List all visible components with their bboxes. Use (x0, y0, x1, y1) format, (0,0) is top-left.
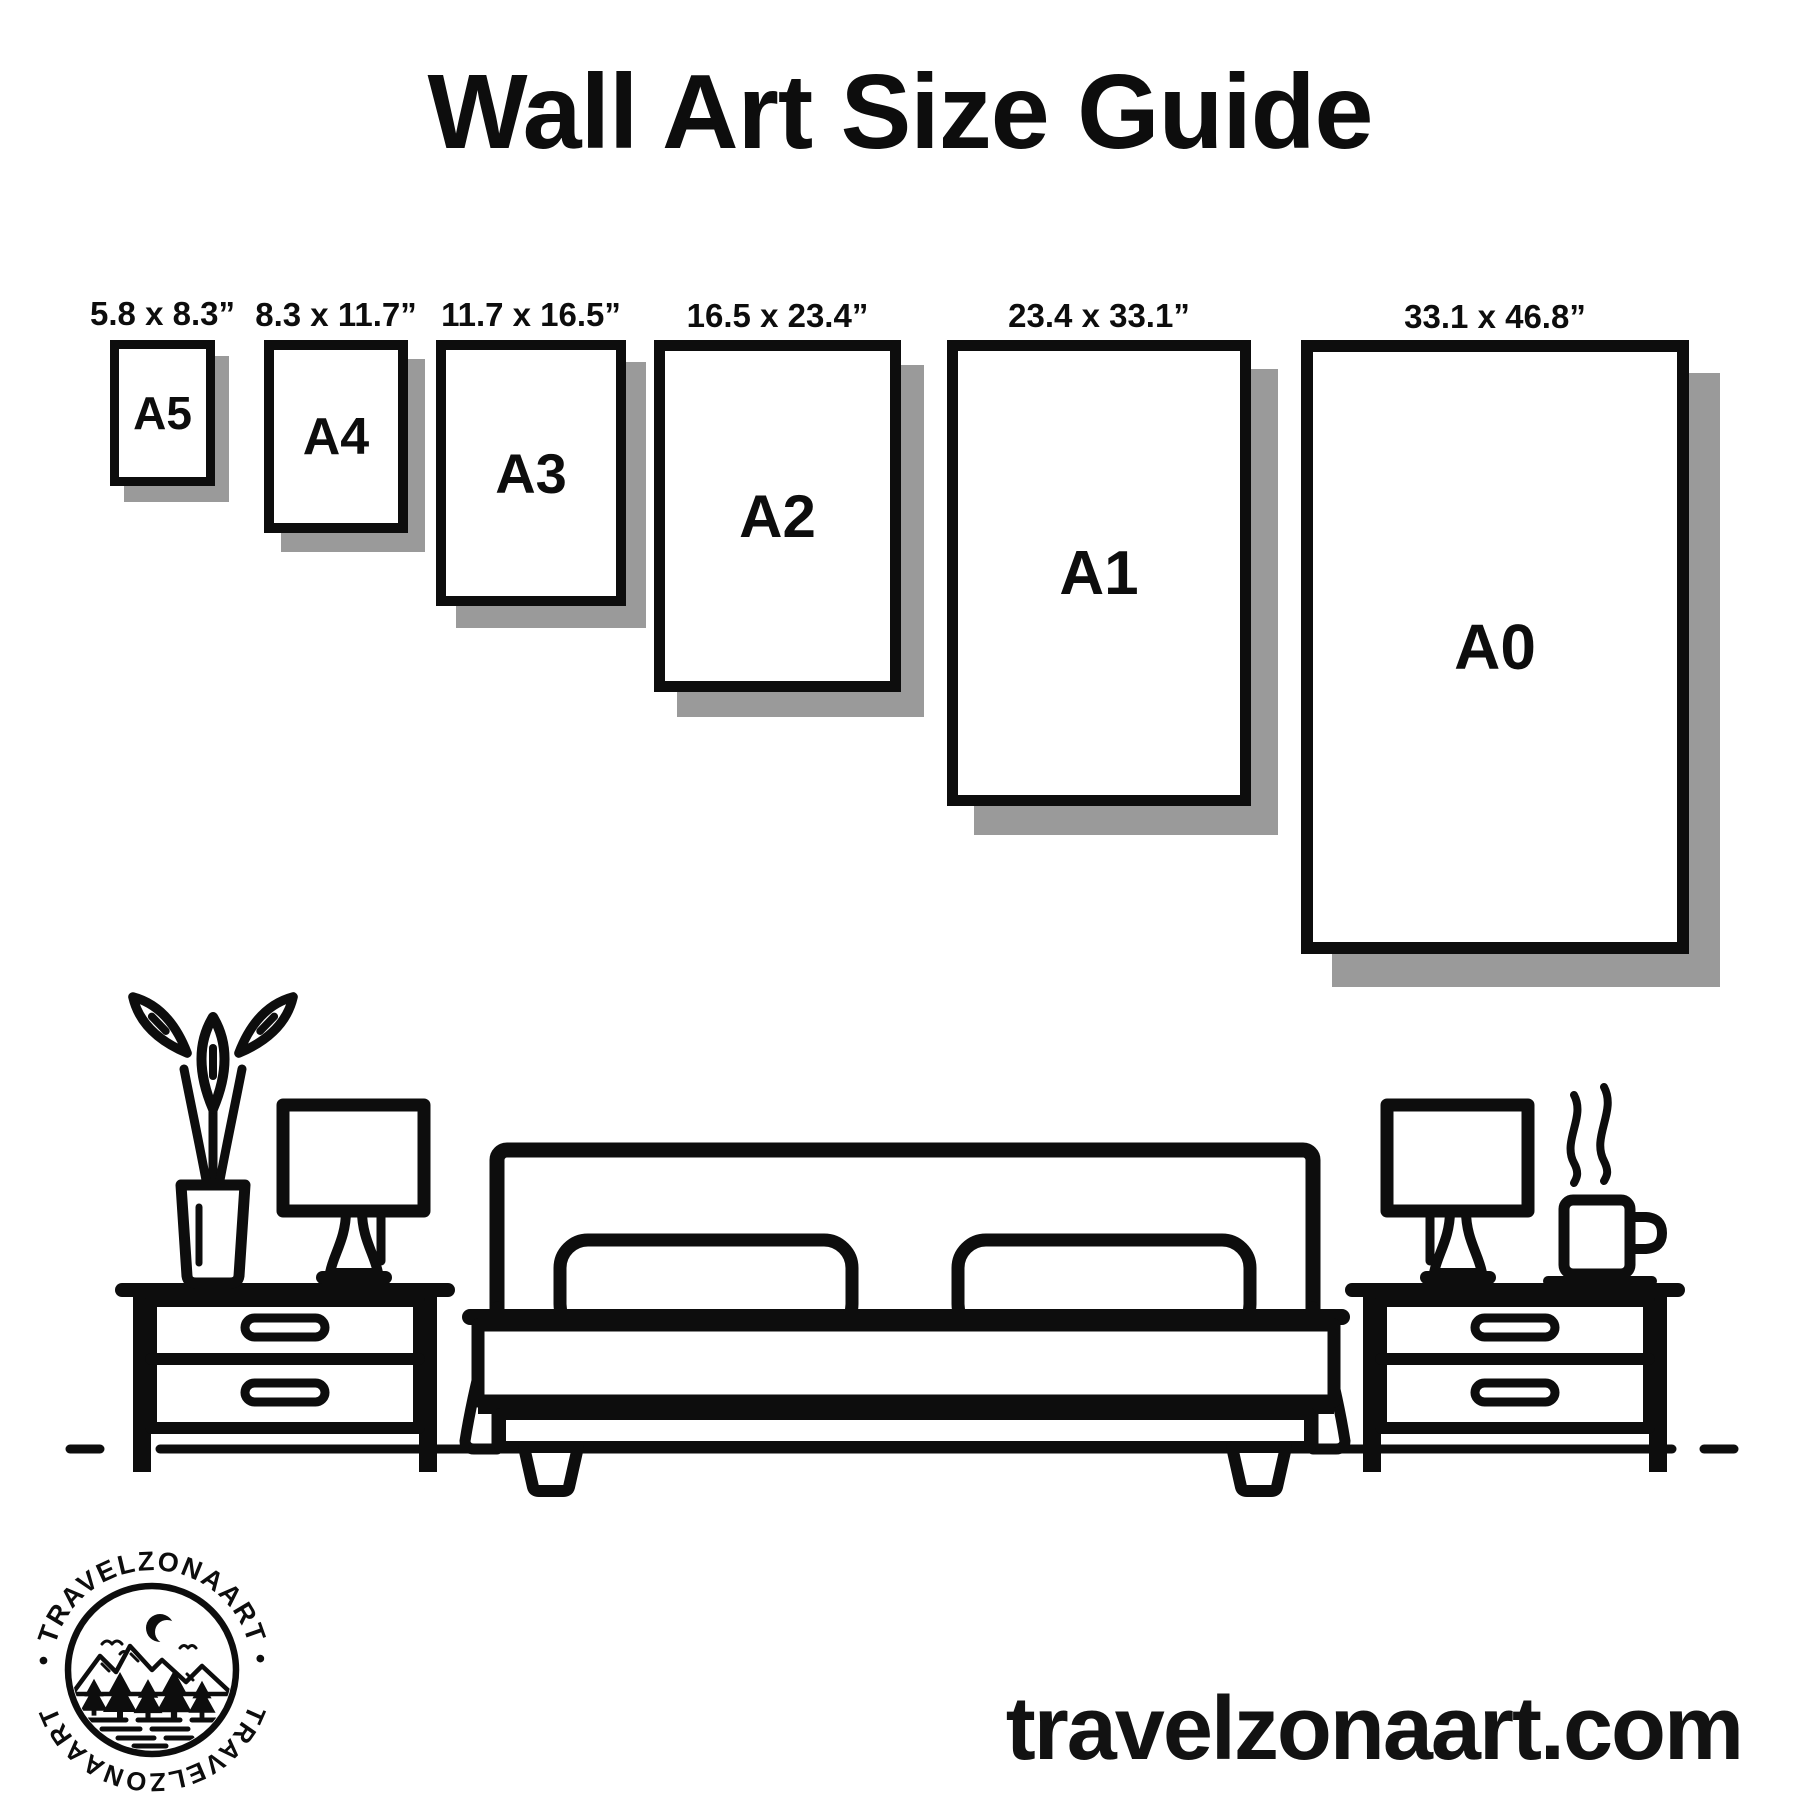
nightstand-icon (1345, 1283, 1685, 1472)
website-url: travelzonaart.com (1005, 1679, 1742, 1779)
size-frame-a3 (436, 296, 626, 606)
size-dimensions-a1: 23.4 x 33.1” (1008, 297, 1190, 334)
size-dimensions-a0: 33.1 x 46.8” (1404, 298, 1586, 335)
size-label-a4: A4 (302, 407, 370, 466)
steam-icon (1571, 1087, 1608, 1183)
size-dimensions-a5: 5.8 x 8.3” (90, 295, 235, 332)
plant-vase-icon (126, 990, 300, 1283)
nightstand-icon (115, 1283, 455, 1472)
size-frame-a4 (255, 296, 417, 533)
page-title: Wall Art Size Guide (427, 53, 1373, 171)
size-dimensions-a2: 16.5 x 23.4” (686, 297, 869, 334)
brand-logo (24, 1542, 280, 1798)
bed-icon (462, 1150, 1350, 1491)
size-frame-a1 (947, 297, 1251, 806)
bedroom-illustration (0, 845, 1800, 1565)
coffee-mug-icon (1548, 1087, 1662, 1281)
table-lamp-icon (283, 1105, 424, 1284)
size-frame-a5 (90, 295, 235, 486)
size-dimensions-a4: 8.3 x 11.7” (255, 296, 417, 333)
size-label-a5: A5 (133, 387, 192, 439)
logo-arc-text-bottom: TRAVELZONAART (32, 1701, 272, 1798)
size-dimensions-a3: 11.7 x 16.5” (441, 296, 621, 333)
size-label-a0: A0 (1454, 611, 1536, 683)
size-label-a3: A3 (495, 441, 567, 505)
logo-arc-text-top: • TRAVELZONAART • (28, 1545, 276, 1667)
table-lamp-icon (1387, 1105, 1528, 1284)
size-frame-a2 (654, 297, 901, 692)
size-label-a2: A2 (739, 482, 816, 550)
size-label-a1: A1 (1059, 538, 1139, 608)
